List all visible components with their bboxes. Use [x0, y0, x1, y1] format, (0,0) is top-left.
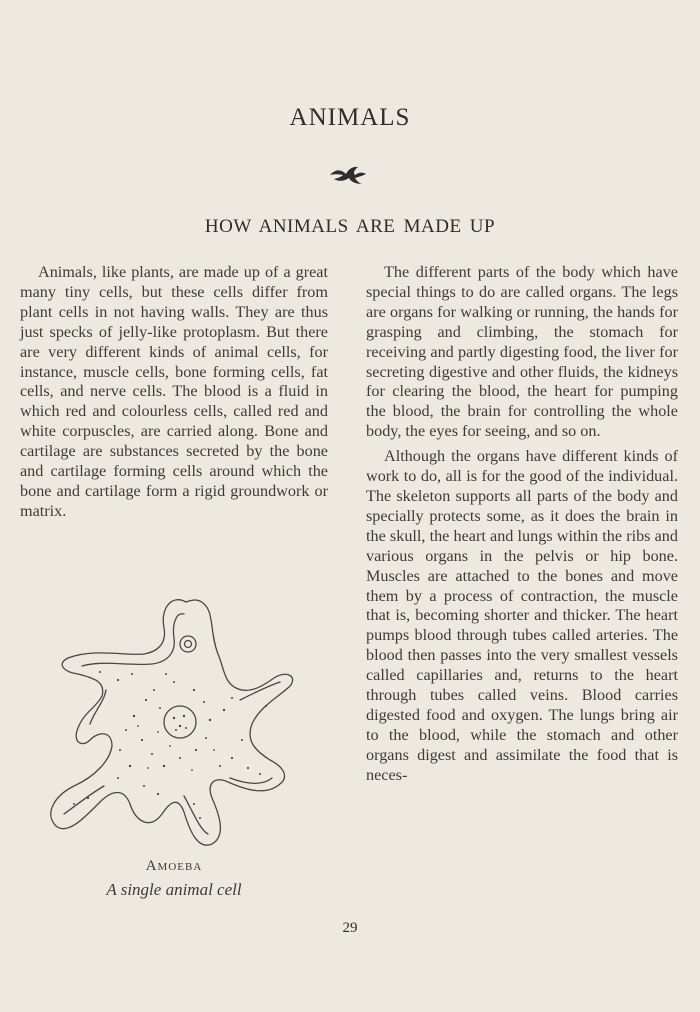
left-column — [20, 263, 328, 522]
left-paragraph: Animals, like plants, are made up of a great many tiny cells, but these cells differ from plant cells in not having walls. They are thus just specks of jelly-like protoplasm. But there are very different kinds of animal cells, for instance, muscle cells, bone forming cells, fat cells, and nerve cells. The blood is a fluid in which red and colourless cells, called red and white corpuscles, are carried along. Bone and cartilage are substances secreted by the bone and cartilage forming cells around which the bone and cartilage form a rigid groundwork or matrix. — [20, 263, 328, 520]
right-column — [366, 263, 678, 786]
figure-caption-description: A single animal cell — [106, 880, 242, 899]
right-paragraph-1: The different parts of the body which have special things to do are called organs. The legs are organs for walking or running, the hands for grasping and climbing, the stomach for receiving and partly digesting food, the liver for secreting digestive and other fluids, the kidneys for clearing the blood, the heart for pumping the blood, the brain for controlling the whole body, the eyes for seeing, and so on. — [366, 263, 678, 441]
page-title: ANIMALS — [289, 104, 411, 131]
section-heading: HOW ANIMALS ARE MADE UP — [204, 216, 496, 237]
page-number: 29 — [342, 920, 358, 936]
figure-caption-name: Amoeba — [145, 858, 203, 874]
right-paragraph-2: Although the organs have different kinds of work to do, all is for the good of the individual. The skeleton supports all parts of the body and specially protects some, as it does the brain in the skull, the heart and lungs within the ribs and various organs in the pelvis or hip bone. Muscles are attached to the bones and move them by a process of contraction, the muscle that is, becoming shorter and thicker. The heart pumps blood through tubes called arteries. The blood then passes into the very smallest vessels called capillaries and, returns to the heart through tubes called veins. Blood carries digested food and oxygen. The lungs bring air to the blood, while the stomach and other organs digest and assimilate the food that is neces- — [366, 447, 678, 784]
amoeba-illustration — [34, 590, 314, 860]
flourish-ornament-icon — [328, 162, 368, 186]
